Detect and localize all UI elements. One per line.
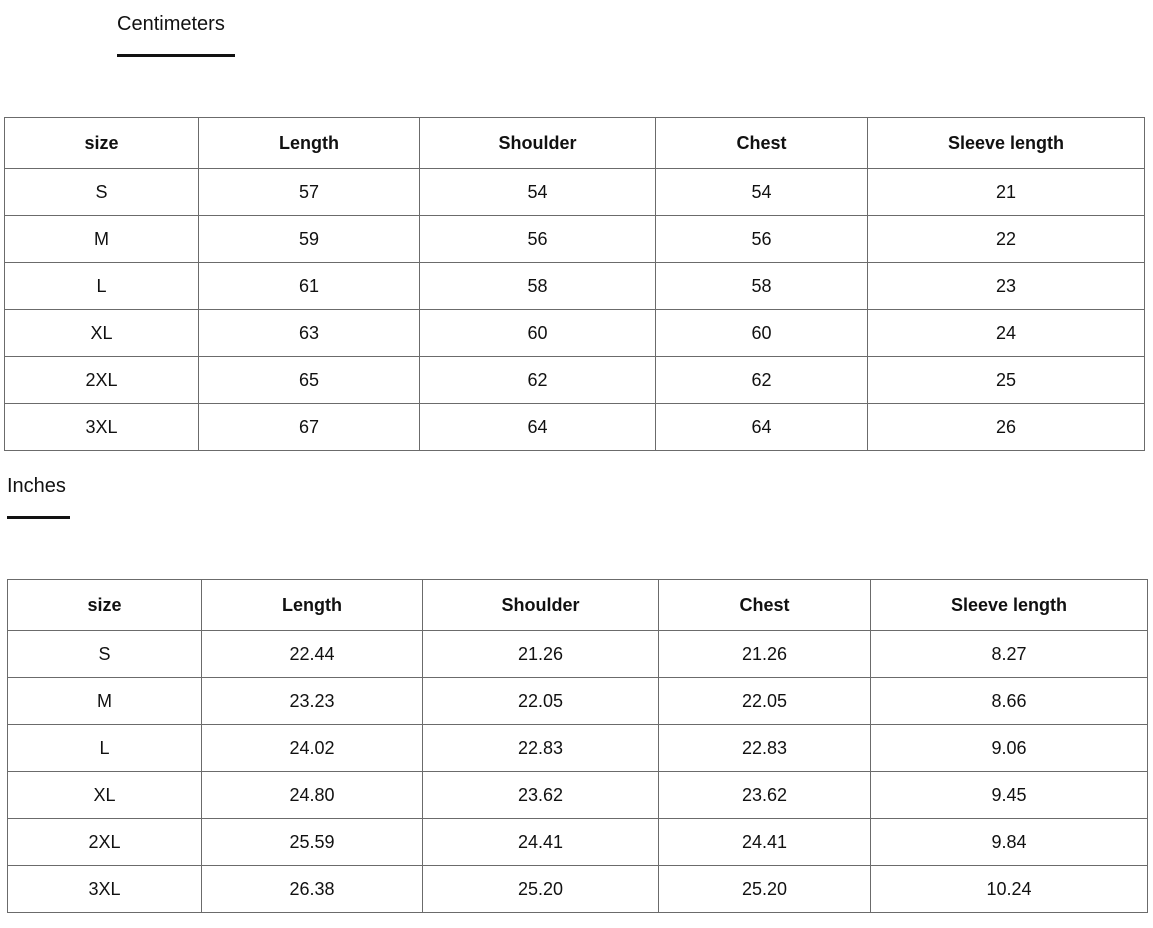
- column-header: Sleeve length: [871, 580, 1148, 631]
- table-cell: 2XL: [5, 357, 199, 404]
- table-cell: 21.26: [423, 631, 659, 678]
- table-cell: M: [8, 678, 202, 725]
- table-cell: 26.38: [202, 866, 423, 913]
- table-row: [5, 357, 1145, 404]
- table-row: [5, 404, 1145, 451]
- table-cell: 25.20: [659, 866, 871, 913]
- table-cell: 58: [420, 263, 656, 310]
- table-cell: L: [5, 263, 199, 310]
- table-cell: 60: [656, 310, 868, 357]
- table-cell: XL: [8, 772, 202, 819]
- table-row: [8, 819, 1148, 866]
- table-cell: 54: [656, 169, 868, 216]
- column-header: Length: [199, 118, 420, 169]
- table-cell: 21: [868, 169, 1145, 216]
- size-table-centimeters: [4, 117, 1145, 451]
- table-cell: 61: [199, 263, 420, 310]
- table-cell: 56: [420, 216, 656, 263]
- table-cell: 24.41: [659, 819, 871, 866]
- table-cell: 25.59: [202, 819, 423, 866]
- column-header: size: [8, 580, 202, 631]
- table-cell: 67: [199, 404, 420, 451]
- table-cell: 60: [420, 310, 656, 357]
- table-header-row: [5, 118, 1145, 169]
- table-cell: 64: [656, 404, 868, 451]
- table-cell: S: [5, 169, 199, 216]
- table-cell: 25.20: [423, 866, 659, 913]
- table-cell: 8.27: [871, 631, 1148, 678]
- tab-centimeters[interactable]: Centimeters: [117, 13, 225, 35]
- size-table-inches: [7, 579, 1148, 913]
- table-cell: L: [8, 725, 202, 772]
- table-cell: M: [5, 216, 199, 263]
- table-cell: 24.02: [202, 725, 423, 772]
- table-row: [8, 772, 1148, 819]
- column-header: Length: [202, 580, 423, 631]
- column-header: Sleeve length: [868, 118, 1145, 169]
- table-cell: 22: [868, 216, 1145, 263]
- table-cell: 24.80: [202, 772, 423, 819]
- table-cell: 24: [868, 310, 1145, 357]
- table-cell: 3XL: [5, 404, 199, 451]
- table-cell: 58: [656, 263, 868, 310]
- table-cell: 54: [420, 169, 656, 216]
- table-cell: 63: [199, 310, 420, 357]
- tab-inches-underline: [7, 516, 70, 519]
- column-header: Chest: [659, 580, 871, 631]
- table-cell: 23.62: [423, 772, 659, 819]
- table-cell: 23.23: [202, 678, 423, 725]
- table-cell: 22.05: [659, 678, 871, 725]
- table-cell: 3XL: [8, 866, 202, 913]
- table-cell: 22.05: [423, 678, 659, 725]
- table-cell: 24.41: [423, 819, 659, 866]
- table-cell: 65: [199, 357, 420, 404]
- table-cell: 23.62: [659, 772, 871, 819]
- table-cell: 23: [868, 263, 1145, 310]
- table-cell: 10.24: [871, 866, 1148, 913]
- table-cell: 22.83: [423, 725, 659, 772]
- table-row: [8, 725, 1148, 772]
- table-row: [5, 310, 1145, 357]
- table-row: [5, 263, 1145, 310]
- table-cell: XL: [5, 310, 199, 357]
- table-row: [8, 866, 1148, 913]
- tab-centimeters-underline: [117, 54, 235, 57]
- table-cell: 9.84: [871, 819, 1148, 866]
- column-header: Chest: [656, 118, 868, 169]
- table-cell: 56: [656, 216, 868, 263]
- table-row: [8, 631, 1148, 678]
- table-header-row: [8, 580, 1148, 631]
- table-cell: 22.83: [659, 725, 871, 772]
- column-header: Shoulder: [420, 118, 656, 169]
- table-cell: 22.44: [202, 631, 423, 678]
- table-cell: 62: [656, 357, 868, 404]
- table-row: [5, 216, 1145, 263]
- table-cell: 26: [868, 404, 1145, 451]
- table-row: [8, 678, 1148, 725]
- table-cell: S: [8, 631, 202, 678]
- table-cell: 2XL: [8, 819, 202, 866]
- column-header: Shoulder: [423, 580, 659, 631]
- table-cell: 9.06: [871, 725, 1148, 772]
- table-cell: 21.26: [659, 631, 871, 678]
- column-header: size: [5, 118, 199, 169]
- table-cell: 57: [199, 169, 420, 216]
- tab-inches[interactable]: Inches: [7, 475, 66, 497]
- table-row: [5, 169, 1145, 216]
- table-cell: 9.45: [871, 772, 1148, 819]
- table-cell: 59: [199, 216, 420, 263]
- table-cell: 64: [420, 404, 656, 451]
- table-cell: 62: [420, 357, 656, 404]
- table-cell: 8.66: [871, 678, 1148, 725]
- table-cell: 25: [868, 357, 1145, 404]
